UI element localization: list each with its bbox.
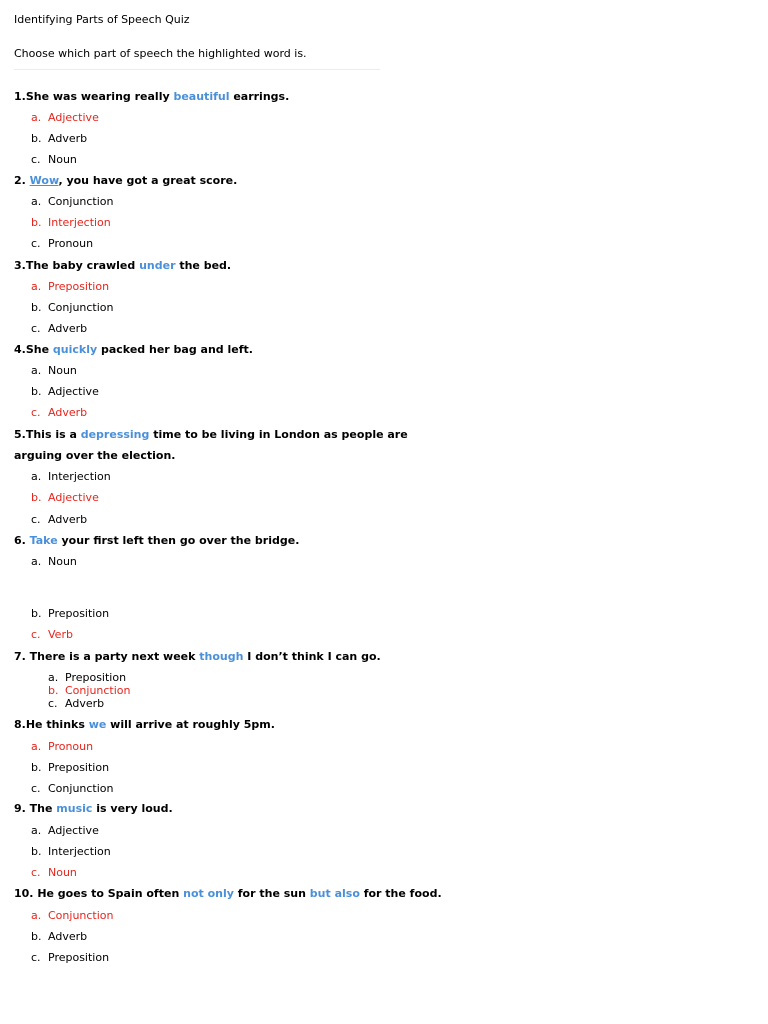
option-letter: b. <box>31 301 42 314</box>
option-letter: b. <box>31 491 42 504</box>
option-label: Adjective <box>48 824 99 837</box>
option-label: Noun <box>48 153 77 166</box>
option-letter: a. <box>31 195 42 208</box>
option-letter: c. <box>31 782 41 795</box>
question-2 <box>14 174 237 187</box>
option-letter: a. <box>31 740 42 753</box>
quiz-title: Identifying Parts of Speech Quiz <box>14 13 190 26</box>
option-label: Conjunction <box>48 301 114 314</box>
question-text: time to be living in London as people are <box>149 428 408 441</box>
question-7 <box>14 650 381 663</box>
question-text: for the food. <box>359 887 442 900</box>
option-1b <box>31 132 87 145</box>
option-label: Noun <box>48 866 77 879</box>
highlighted-word: quickly <box>52 343 98 356</box>
option-label: Interjection <box>48 216 111 229</box>
option-label: Noun <box>48 555 77 568</box>
option-10b <box>31 930 87 943</box>
option-6a <box>31 555 77 568</box>
option-3c <box>31 322 87 335</box>
question-text: for the sun <box>233 887 310 900</box>
divider <box>14 69 380 70</box>
highlighted-word: music <box>56 802 93 815</box>
question-5-continued: arguing over the election. <box>14 449 176 462</box>
question-text: the bed. <box>175 259 232 272</box>
question-text: 3.The baby crawled <box>14 259 140 272</box>
question-text: 6. <box>14 534 30 547</box>
option-letter: c. <box>31 406 41 419</box>
option-letter: b. <box>31 132 42 145</box>
question-8 <box>14 718 275 731</box>
option-7a <box>48 671 126 684</box>
option-3a <box>31 280 109 293</box>
highlighted-word: but also <box>309 887 360 900</box>
option-1c <box>31 153 77 166</box>
option-label: Preposition <box>48 607 110 620</box>
option-label: Adverb <box>48 322 88 335</box>
highlighted-word: though <box>199 650 244 663</box>
highlighted-word: we <box>88 718 107 731</box>
question-text: , you have got a great score. <box>58 174 238 187</box>
option-letter: c. <box>31 153 41 166</box>
option-4b <box>31 385 99 398</box>
option-label: Noun <box>48 364 77 377</box>
question-3 <box>14 259 231 272</box>
option-letter: c. <box>31 513 41 526</box>
option-label: Adjective <box>48 111 99 124</box>
option-label: Preposition <box>48 951 110 964</box>
option-7b <box>48 684 131 697</box>
option-2b <box>31 216 111 229</box>
question-text: will arrive at roughly 5pm. <box>106 718 275 731</box>
option-label: Interjection <box>48 470 111 483</box>
option-10a <box>31 909 114 922</box>
option-label: Adverb <box>48 406 88 419</box>
option-5a <box>31 470 111 483</box>
question-10 <box>14 887 442 900</box>
option-letter: a. <box>31 280 42 293</box>
option-label: Adverb <box>48 513 88 526</box>
option-9c <box>31 866 77 879</box>
option-letter: a. <box>31 824 42 837</box>
highlighted-word: under <box>139 259 176 272</box>
option-label: Adverb <box>48 930 88 943</box>
option-letter: b. <box>31 930 42 943</box>
option-letter: a. <box>31 909 42 922</box>
option-1a <box>31 111 99 124</box>
option-2a <box>31 195 114 208</box>
option-letter: a. <box>31 364 42 377</box>
option-letter: a. <box>31 111 42 124</box>
option-label: Conjunction <box>48 782 114 795</box>
question-text: 4.She <box>14 343 53 356</box>
option-letter: b. <box>31 845 42 858</box>
option-label: Pronoun <box>48 740 94 753</box>
option-8a <box>31 740 93 753</box>
question-text: I don’t think I can go. <box>243 650 381 663</box>
option-label: Interjection <box>48 845 111 858</box>
option-letter: a. <box>31 470 42 483</box>
option-9b <box>31 845 111 858</box>
option-3b <box>31 301 114 314</box>
highlighted-word: not only <box>183 887 234 900</box>
option-letter: c. <box>48 697 58 710</box>
option-label: Adverb <box>65 697 105 710</box>
option-6c <box>31 628 73 641</box>
option-label: Conjunction <box>65 684 131 697</box>
option-letter: b. <box>31 385 42 398</box>
option-label: Verb <box>48 628 73 641</box>
question-text: 1.She was wearing really <box>14 90 174 103</box>
option-letter: b. <box>31 761 42 774</box>
option-letter: c. <box>31 951 41 964</box>
option-8b <box>31 761 109 774</box>
option-letter: a. <box>31 555 42 568</box>
option-label: Adjective <box>48 491 99 504</box>
option-letter: c. <box>31 628 41 641</box>
question-text: 5.This is a <box>14 428 81 441</box>
option-2c <box>31 237 93 250</box>
question-text: earrings. <box>229 90 290 103</box>
question-text: packed her bag and left. <box>97 343 253 356</box>
question-text: 10. He goes to Spain often <box>14 887 184 900</box>
option-letter: c. <box>31 237 41 250</box>
question-4 <box>14 343 253 356</box>
option-letter: a. <box>48 671 59 684</box>
question-text: 8.He thinks <box>14 718 89 731</box>
option-4a <box>31 364 77 377</box>
option-4c <box>31 406 87 419</box>
option-label: Pronoun <box>48 237 94 250</box>
option-10c <box>31 951 109 964</box>
highlighted-word: Wow <box>29 174 59 187</box>
option-letter: c. <box>31 866 41 879</box>
question-9 <box>14 802 173 815</box>
question-text: is very loud. <box>92 802 173 815</box>
option-7c <box>48 697 104 710</box>
quiz-instruction: Choose which part of speech the highlighted word is. <box>14 47 307 60</box>
option-6b <box>31 607 109 620</box>
question-text: your first left then go over the bridge. <box>57 534 300 547</box>
option-label: Preposition <box>48 280 110 293</box>
option-label: Preposition <box>65 671 127 684</box>
option-label: Adjective <box>48 385 99 398</box>
option-letter: b. <box>31 216 42 229</box>
highlighted-word: Take <box>29 534 58 547</box>
option-label: Adverb <box>48 132 88 145</box>
question-text: 2. <box>14 174 30 187</box>
option-label: Conjunction <box>48 909 114 922</box>
option-label: Conjunction <box>48 195 114 208</box>
option-9a <box>31 824 99 837</box>
option-label: Preposition <box>48 761 110 774</box>
option-5b <box>31 491 99 504</box>
option-8c <box>31 782 114 795</box>
question-5 <box>14 428 408 441</box>
option-5c <box>31 513 87 526</box>
question-text: 7. There is a party next week <box>14 650 200 663</box>
question-text: 9. The <box>14 802 57 815</box>
option-letter: b. <box>48 684 59 697</box>
option-letter: c. <box>31 322 41 335</box>
option-letter: b. <box>31 607 42 620</box>
question-1 <box>14 90 289 103</box>
highlighted-word: depressing <box>80 428 150 441</box>
question-6 <box>14 534 299 547</box>
highlighted-word: beautiful <box>173 90 230 103</box>
